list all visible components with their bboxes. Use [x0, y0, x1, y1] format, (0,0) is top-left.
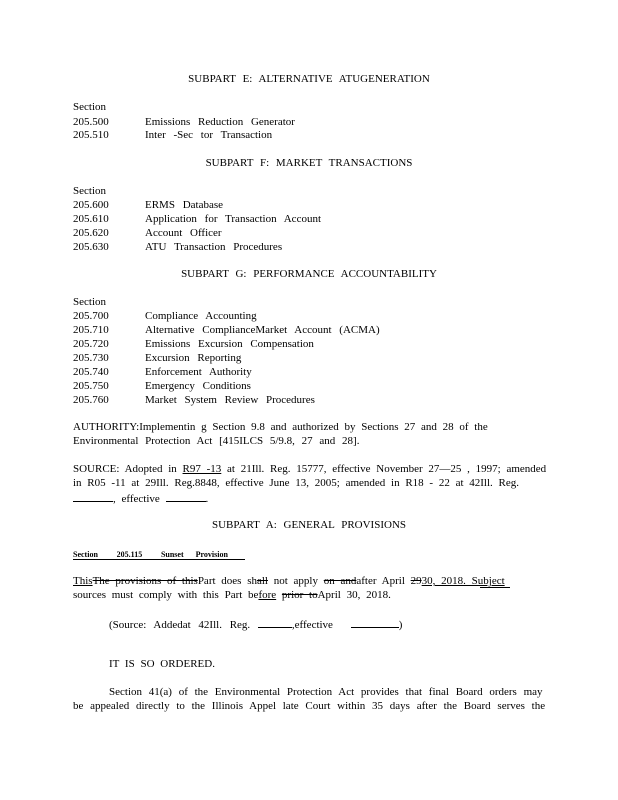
source-note-effective: ,effective: [291, 619, 333, 631]
sunset-not-apply: not apply: [273, 575, 318, 587]
section-heading-number: 205.115: [116, 550, 143, 559]
authority-line-2: Environmental Protection Act [415ILCS 5/9.8, 27 and 28].: [73, 435, 360, 447]
section-heading-underline: [73, 559, 245, 560]
section-title: Alternative ComplianceMarket Account (ACMA): [145, 324, 380, 336]
subpart-a-heading: SUBPART A: GENERAL PROVISIONS: [212, 519, 406, 531]
sunset-after: after April: [356, 575, 405, 587]
source-docket: R97 -13: [182, 463, 222, 475]
source-note-close: ): [398, 619, 403, 631]
section-number: 205.610: [73, 213, 109, 225]
subpart-f-heading: SUBPART F: MARKET TRANSACTIONS: [205, 157, 413, 169]
sunset-struck-text: 29: [410, 575, 422, 587]
source-adopted-rest: at 21Ill. Reg. 15777, effective November 27—25 , 1997; amended: [227, 463, 547, 475]
section-number: 205.750: [73, 380, 109, 392]
section-title: Compliance Accounting: [145, 310, 257, 322]
section-title: Emissions Excursion Compensation: [145, 338, 314, 350]
subpart-g-heading: SUBPART G: PERFORMANCE ACCOUNTABILITY: [181, 268, 437, 280]
section-number: 205.700: [73, 310, 109, 322]
appeal-line-2: be appealed directly to the Illinois Appel late Court within 35 days after the Board serves the: [73, 700, 546, 712]
section-number: 205.500: [73, 116, 109, 128]
blank-line: [258, 617, 292, 628]
source-note-added: (Source: Addedat 42Ill. Reg.: [109, 619, 251, 631]
sunset-line-1: [73, 575, 505, 587]
sunset-struck-text: The provisions of this: [92, 575, 198, 587]
section-title: Enforcement Authority: [145, 366, 252, 378]
subpart-g-section-label: Section: [73, 296, 106, 308]
source-comma: ,: [113, 493, 116, 505]
sunset-underline-tail: [480, 587, 510, 588]
sunset-this: This: [73, 575, 93, 587]
section-title: Emergency Conditions: [145, 380, 251, 392]
section-title: Application for Transaction Account: [145, 213, 322, 225]
source-line-3: [73, 491, 208, 505]
section-title: Account Officer: [145, 227, 222, 239]
sunset-struck-text: all: [256, 575, 268, 587]
source-adopted-text: SOURCE: Adopted in: [73, 463, 177, 475]
sunset-comply: sources must comply with this Part be: [73, 589, 259, 601]
source-period: .: [205, 493, 209, 505]
sunset-deadline: April 30, 2018.: [317, 589, 391, 601]
sunset-date: 30, 2018. Subject: [421, 575, 505, 587]
section-title: ERMS Database: [145, 199, 224, 211]
section-title: ATU Transaction Procedures: [145, 241, 283, 253]
subpart-e-heading: SUBPART E: ALTERNATIVE ATUGENERATION: [188, 73, 430, 85]
section-heading-label: Section: [73, 550, 98, 559]
subpart-f-section-label: Section: [73, 185, 106, 197]
blank-line: [73, 491, 113, 502]
sunset-before: fore: [258, 589, 277, 601]
authority-line-1: AUTHORITY:Implementin g Section 9.8 and authorized by Sections 27 and 28 of the: [73, 421, 488, 433]
section-number: 205.600: [73, 199, 109, 211]
section-number: 205.620: [73, 227, 109, 239]
section-number: 205.740: [73, 366, 109, 378]
sunset-part: Part does sh: [197, 575, 257, 587]
appeal-line-1: Section 41(a) of the Environmental Protection Act provides that final Board orders may: [109, 686, 543, 698]
blank-line: [351, 617, 399, 628]
source-line-1: [73, 463, 546, 475]
sunset-struck-text: prior to: [281, 589, 318, 601]
blank-line: [166, 491, 206, 502]
section-number: 205.720: [73, 338, 109, 350]
section-title: Emissions Reduction Generator: [145, 116, 295, 128]
section-title: Inter -Sec tor Transaction: [145, 129, 273, 141]
section-number: 205.510: [73, 129, 109, 141]
section-number: 205.630: [73, 241, 109, 253]
section-number: 205.760: [73, 394, 109, 406]
sunset-struck-text: on and: [323, 575, 357, 587]
section-number: 205.730: [73, 352, 109, 364]
source-note: [109, 617, 402, 631]
section-number: 205.710: [73, 324, 109, 336]
section-title: Excursion Reporting: [145, 352, 242, 364]
subpart-e-section-label: Section: [73, 101, 106, 113]
source-line-2: in R05 -11 at 29Ill. Reg.8848, effective June 13, 2005; amended in R18 - 22 at 42Ill. Reg.: [73, 477, 520, 489]
section-title: Market System Review Procedures: [145, 394, 315, 406]
sunset-line-2: [73, 589, 391, 601]
ordered-statement: IT IS SO ORDERED.: [109, 658, 215, 670]
source-effective: effective: [121, 493, 160, 505]
section-heading-title: Sunset Provision: [160, 550, 228, 559]
